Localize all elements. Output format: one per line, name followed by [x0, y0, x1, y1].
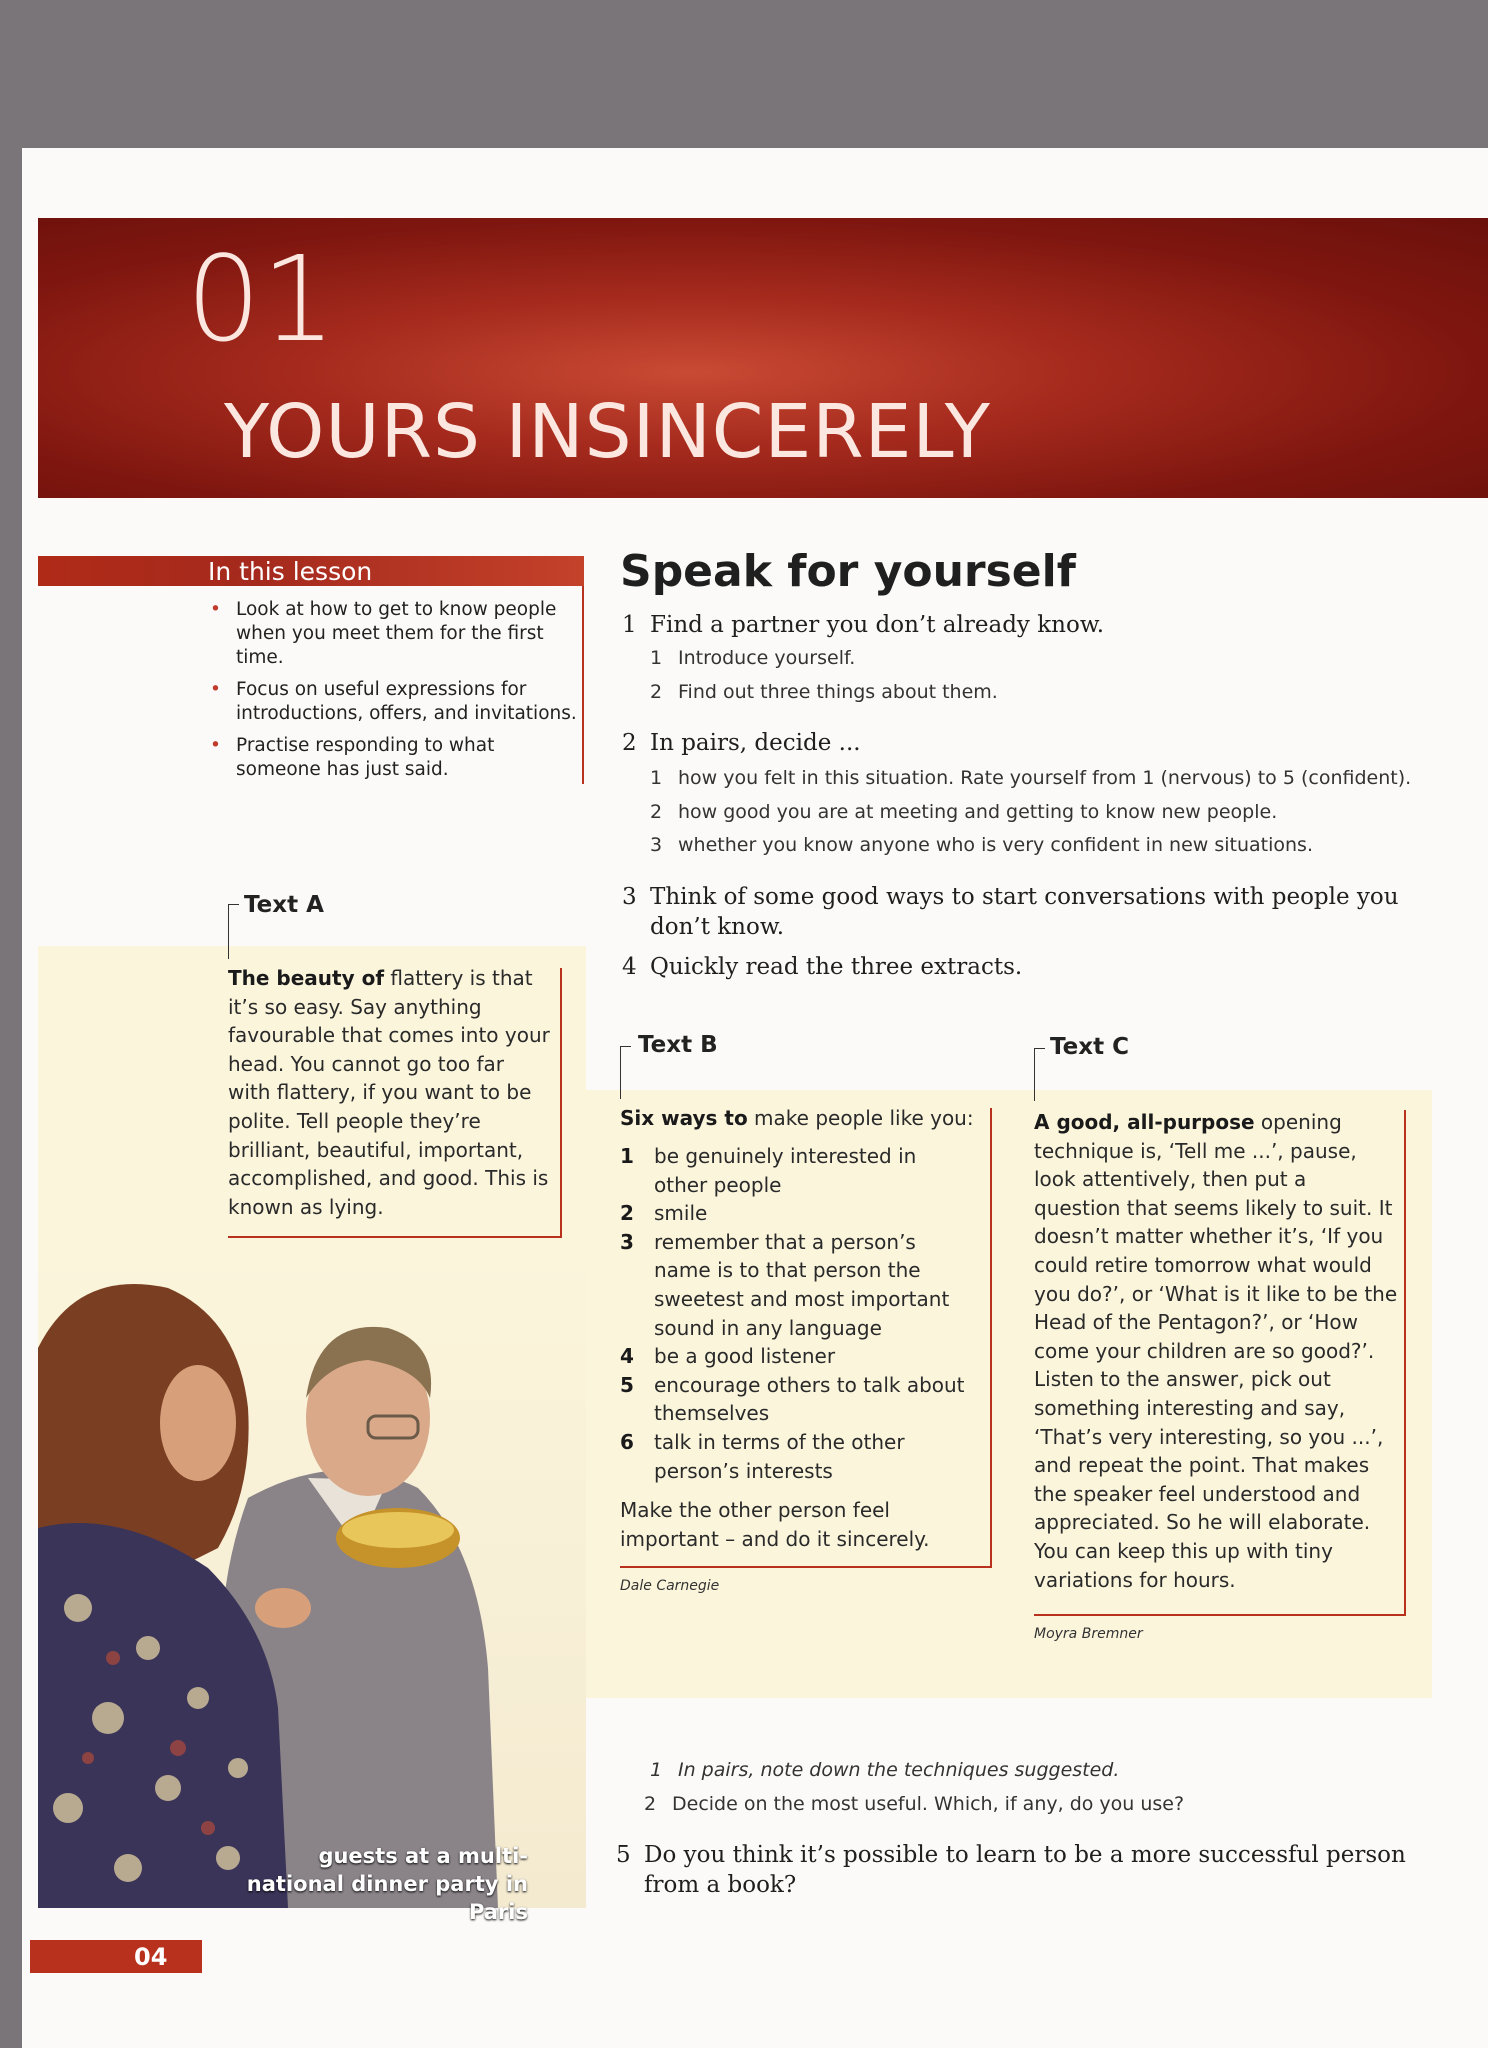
- item-number: 2: [620, 1201, 634, 1226]
- followup-sub-2: [644, 1792, 1424, 1816]
- text-c-lead: A good, all-purpose: [1034, 1110, 1255, 1134]
- text-b-rule-h: [620, 1566, 992, 1568]
- question-number: 4: [622, 954, 637, 980]
- question-number: 1: [622, 612, 637, 638]
- question-5: [616, 1840, 1406, 1900]
- sub-text: Find out three things about them.: [678, 681, 998, 703]
- sub-number: 1: [650, 647, 663, 669]
- list-item: [620, 1199, 972, 1228]
- text-c-author: Moyra Bremner: [1034, 1626, 1143, 1642]
- question-text: Think of some good ways to start conversations with people you don’t know.: [650, 884, 1399, 940]
- sub-number: 3: [650, 834, 663, 856]
- text-a-lead: The beauty of: [228, 966, 385, 990]
- q2-sub-1: [650, 766, 1470, 790]
- sub-number: 2: [650, 801, 663, 823]
- list-item: [620, 1228, 972, 1342]
- photo-illustration: [38, 1248, 586, 1908]
- item-number: 5: [620, 1372, 634, 1397]
- item-number: 1: [620, 1144, 634, 1168]
- page-number-bar: [30, 1940, 202, 1973]
- lesson-rule: [582, 586, 584, 784]
- text-a-rule-v: [560, 968, 562, 1236]
- text-a-text: flattery is that it’s so easy. Say anything favourable that comes into your head. You cannot go too far with flattery, if you want to be polite. Tell people they’re brilliant, beautiful, important, accomplished, and good. This is known as lying.: [228, 966, 550, 1219]
- list-item: [620, 1428, 972, 1485]
- list-item: • Practise responding to what someone has just said.: [210, 734, 580, 782]
- dinner-party-photo: [38, 1248, 586, 1908]
- text-a-label: Text A: [244, 892, 324, 918]
- text-b-rule-v: [990, 1108, 992, 1566]
- item-text: talk in terms of the other person’s interests: [654, 1429, 905, 1483]
- sub-number: 2: [644, 1793, 657, 1815]
- question-number: 3: [622, 884, 637, 910]
- sub-text: Decide on the most useful. Which, if any, do you use?: [672, 1793, 1185, 1815]
- sub-number: 2: [650, 681, 663, 703]
- question-4: [622, 952, 1402, 982]
- question-number: 5: [616, 1842, 631, 1868]
- item-number: 6: [620, 1429, 634, 1454]
- list-item: • Look at how to get to know people when you meet them for the first time.: [210, 598, 580, 670]
- question-number: 2: [622, 730, 637, 756]
- sub-text: In pairs, note down the techniques suggested.: [678, 1759, 1120, 1781]
- q1-sub-1: [650, 646, 1430, 670]
- text-c-text: opening technique is, ‘Tell me ...’, pause, look attentively, then put a question that seems likely to suit. It doesn’t matter whether it’s, ‘If you could retire tomorrow what would you do?’, or ‘What is it like to be the Head of the Pentagon?’, or ‘How come your children are so good?’. Listen to the answer, pick out something interesting and say, ‘That’s very interesting, so you ...’, and repeat the point. That makes the speaker feel understood and appreciated. So he will elaborate. You can keep this up with tiny variations for hours.: [1034, 1110, 1398, 1592]
- q2-sub-2: [650, 800, 1470, 824]
- unit-title: YOURS INSINCERELY: [224, 389, 992, 475]
- section-heading: Speak for yourself: [620, 546, 1076, 597]
- item-text: encourage others to talk about themselves: [654, 1372, 965, 1426]
- question-text: Quickly read the three extracts.: [650, 954, 1023, 980]
- text-c-bracket: [1034, 1048, 1045, 1101]
- sub-number: 1: [650, 1759, 663, 1781]
- list-item: [620, 1142, 972, 1199]
- item-text: be genuinely interested in other people: [654, 1144, 917, 1197]
- text-c-rule-h: [1034, 1614, 1406, 1616]
- q1-sub-2: [650, 680, 1430, 704]
- text-b-intro-text: make people like you:: [747, 1106, 974, 1130]
- question-text: Do you think it’s possible to learn to be a more successful person from a book?: [644, 1842, 1406, 1898]
- text-b-label: Text B: [638, 1032, 718, 1058]
- sub-text: whether you know anyone who is very confident in new situations.: [678, 834, 1313, 856]
- text-b-list: [620, 1142, 972, 1485]
- text-b-author: Dale Carnegie: [620, 1578, 720, 1594]
- page-number: 04: [134, 1943, 168, 1971]
- list-item: • Focus on useful expressions for introductions, offers, and invitations.: [210, 678, 580, 726]
- in-this-lesson-heading: In this lesson: [208, 557, 373, 586]
- in-this-lesson-header: [38, 556, 584, 586]
- question-1: [622, 610, 1402, 640]
- sub-text: how good you are at meeting and getting to know new people.: [678, 801, 1278, 823]
- list-item: [620, 1371, 972, 1428]
- item-text: smile: [654, 1201, 708, 1226]
- sub-text: Introduce yourself.: [678, 647, 856, 669]
- question-text: Find a partner you don’t already know.: [650, 612, 1105, 638]
- item-number: 3: [620, 1229, 634, 1254]
- photo-caption: guests at a multi-national dinner party in Paris: [246, 1844, 528, 1924]
- unit-number: 01: [186, 230, 337, 368]
- item-text: remember that a person’s name is to that person the sweetest and most important sound in any language: [654, 1229, 950, 1340]
- text-b-intro: [620, 1104, 980, 1133]
- item-text: be a good listener: [654, 1344, 836, 1369]
- text-c-label: Text C: [1050, 1034, 1129, 1060]
- lesson-objectives: [210, 598, 580, 790]
- question-2: [622, 728, 1402, 758]
- sub-text: how you felt in this situation. Rate yourself from 1 (nervous) to 5 (confident).: [678, 767, 1412, 789]
- item-number: 4: [620, 1344, 634, 1369]
- text-a-rule-h: [228, 1236, 562, 1238]
- q2-sub-3: [650, 833, 1470, 857]
- text-c-rule-v: [1404, 1110, 1406, 1614]
- list-item: [620, 1342, 972, 1371]
- text-c-body: [1034, 1108, 1398, 1594]
- text-a-bracket: [228, 904, 239, 959]
- question-3: [622, 882, 1402, 942]
- question-text: In pairs, decide ...: [650, 730, 861, 756]
- sub-number: 1: [650, 767, 663, 789]
- text-a-body: [228, 964, 550, 1221]
- text-b-bracket: [620, 1046, 631, 1099]
- text-b-closing: Make the other person feel important – and do it sincerely.: [620, 1498, 930, 1551]
- followup-sub-1: [650, 1758, 1430, 1782]
- text-b-lead: Six ways to: [620, 1106, 748, 1130]
